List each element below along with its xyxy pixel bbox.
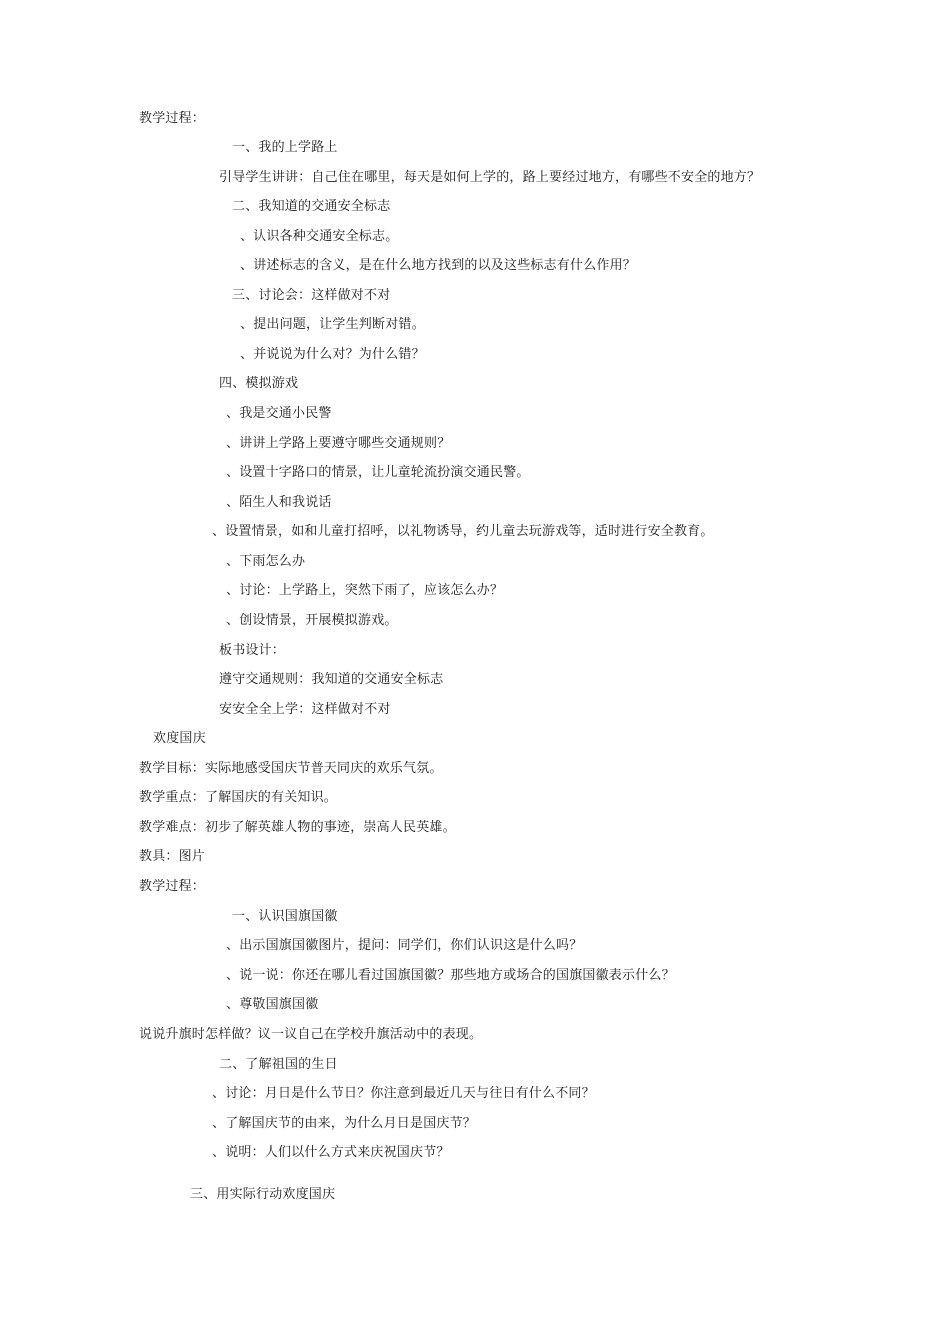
list-item: 、创设情景，开展模拟游戏。: [226, 613, 398, 628]
list-item: 、认识各种交通安全标志。: [240, 229, 399, 244]
text-line: 说说升旗时怎样做？议一议自己在学校升旗活动中的表现。: [139, 1027, 483, 1042]
step-heading: 三、用实际行动欢度国庆: [190, 1187, 336, 1202]
text-line: 教学重点：了解国庆的有关知识。: [139, 790, 338, 805]
list-item: 、并说说为什么对？为什么错？: [240, 347, 425, 362]
step-heading: 一、认识国旗国徽: [232, 909, 338, 924]
list-item: 、讲讲上学路上要遵守哪些交通规则？: [226, 436, 451, 451]
list-item: 、设置情景，如和儿童打招呼，以礼物诱导，约儿童去玩游戏等，适时进行安全教育。: [212, 524, 714, 539]
list-item: 、出示国旗国徽图片，提问：同学们，你们认识这是什么吗？: [226, 938, 583, 953]
list-item: 、了解国庆节的由来，为什么月日是国庆节？: [212, 1116, 477, 1131]
text-line: 引导学生讲讲：自己住在哪里，每天是如何上学的，路上要经过地方，有哪些不安全的地方？: [219, 170, 761, 185]
list-item: 、尊敬国旗国徽: [226, 997, 319, 1012]
section-heading: 教学过程：: [139, 111, 206, 126]
lesson-title: 欢度国庆: [153, 731, 206, 746]
list-item: 、讨论：月日是什么节日？你注意到最近几天与往日有什么不同？: [212, 1086, 595, 1101]
text-line: 遵守交通规则：我知道的交通安全标志: [219, 672, 444, 687]
text-line: 安安全全上学：这样做对不对: [219, 702, 391, 717]
step-heading: 一、我的上学路上: [232, 140, 338, 155]
section-heading: 教学过程：: [139, 879, 206, 894]
step-heading: 二、了解祖国的生日: [219, 1057, 338, 1072]
step-heading: 四、模拟游戏: [219, 376, 299, 391]
board-design-heading: 板书设计：: [219, 643, 286, 658]
text-line: 教具：图片: [139, 849, 206, 864]
list-item: 、讲述标志的含义，是在什么地方找到的以及这些标志有什么作用？: [240, 258, 637, 273]
list-item: 、说一说：你还在哪儿看过国旗国徽？那些地方或场合的国旗国徽表示什么？: [226, 968, 675, 983]
text-line: 教学目标：实际地感受国庆节普天同庆的欢乐气氛。: [139, 761, 443, 776]
list-item: 、陌生人和我说话: [226, 495, 332, 510]
list-item: 、设置十字路口的情景，让儿童轮流扮演交通民警。: [226, 465, 530, 480]
step-heading: 二、我知道的交通安全标志: [232, 199, 391, 214]
list-item: 、下雨怎么办: [226, 554, 306, 569]
list-item: 、提出问题，让学生判断对错。: [240, 317, 425, 332]
text-line: 教学难点：初步了解英雄人物的事迹，崇高人民英雄。: [139, 820, 456, 835]
step-heading: 三、讨论会：这样做对不对: [232, 288, 391, 303]
list-item: 、我是交通小民警: [226, 406, 332, 421]
list-item: 、说明：人们以什么方式来庆祝国庆节？: [212, 1145, 450, 1160]
list-item: 、讨论：上学路上，突然下雨了，应该怎么办？: [226, 583, 504, 598]
